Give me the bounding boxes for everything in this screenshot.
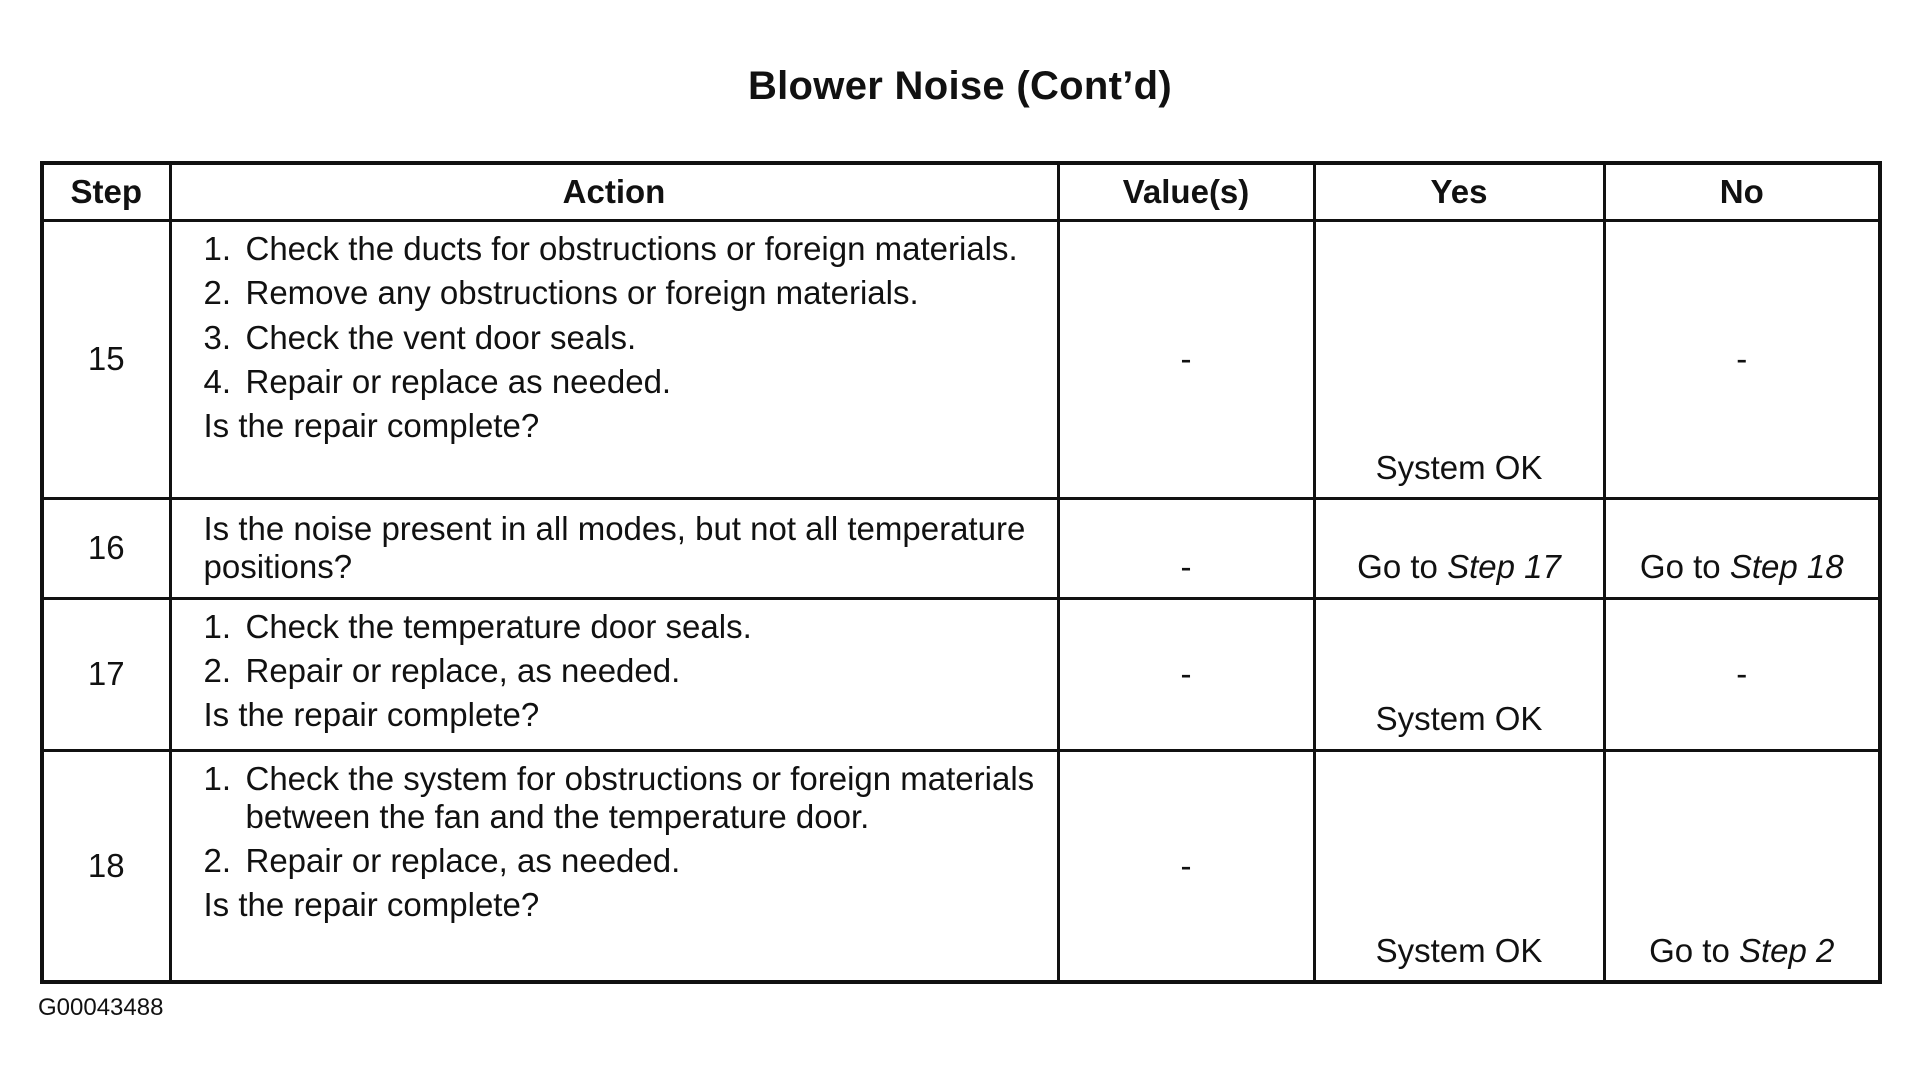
action-item-text: Repair or replace, as needed. [245, 651, 681, 689]
step-17-link[interactable]: Step 17 [1447, 548, 1561, 586]
header-step: Step [42, 163, 170, 221]
action-item [204, 363, 1047, 401]
diagnostic-table [40, 161, 1882, 984]
yes-cell: System OK [1314, 221, 1604, 499]
table-header-row [42, 163, 1880, 221]
table-row-step-17 [42, 598, 1880, 750]
action-question: Is the repair complete? [203, 886, 540, 924]
action-item-text: Check the ducts for obstructions or foreign materials. [245, 230, 1018, 267]
action-item [204, 652, 1047, 690]
action-cell [170, 499, 1058, 599]
action-question: Is the noise present in all modes, but not all temperature positions? [203, 510, 1026, 586]
yes-cell: System OK [1314, 750, 1604, 982]
figure-id: G00043488 [38, 994, 164, 1021]
page-title: Blower Noise (Cont’d) [747, 64, 1173, 108]
value-cell: - [1058, 221, 1314, 499]
action-item-number: 2. [203, 651, 232, 689]
table-row-step-15 [42, 221, 1880, 499]
action-item [204, 319, 1047, 357]
go-to-prefix: Go to [1357, 548, 1448, 586]
action-item [204, 274, 1047, 312]
action-item-text: Repair or replace as needed. [245, 362, 672, 400]
yes-cell: System OK [1314, 598, 1604, 750]
action-item-number: 4. [203, 362, 232, 400]
header-action: Action [170, 163, 1058, 221]
action-cell [170, 221, 1058, 499]
value-cell: - [1058, 598, 1314, 750]
action-question: Is the repair complete? [203, 407, 540, 445]
header-yes: Yes [1314, 163, 1604, 221]
value-cell: - [1058, 750, 1314, 982]
step-number: 17 [42, 598, 170, 750]
table-row-step-16 [42, 499, 1880, 599]
action-item-number: 3. [203, 318, 232, 356]
action-item-number: 2. [203, 274, 232, 312]
header-no: No [1604, 163, 1880, 221]
go-to-prefix: Go to [1639, 548, 1730, 586]
step-number: 15 [42, 221, 170, 499]
value-cell [1058, 499, 1314, 599]
action-item [204, 842, 1047, 880]
no-cell[interactable] [1604, 499, 1880, 599]
step-18-link[interactable]: Step 18 [1729, 548, 1844, 586]
action-item-text: Check the vent door seals. [245, 318, 637, 356]
action-item [204, 760, 1047, 837]
no-cell: - [1604, 221, 1880, 499]
action-item-number: 1. [203, 607, 232, 645]
header-values: Value(s) [1058, 163, 1314, 221]
step-number: 18 [42, 750, 170, 982]
step-number: 16 [42, 499, 170, 599]
diagnostic-table-container [40, 161, 1878, 984]
action-item-text: Repair or replace, as needed. [245, 842, 681, 880]
action-item-number: 1. [203, 230, 232, 267]
value-dash: - [1180, 548, 1192, 586]
no-cell[interactable] [1604, 750, 1880, 982]
step-2-link[interactable]: Step 2 [1738, 931, 1835, 969]
action-question: Is the repair complete? [203, 696, 540, 734]
action-item-number: 2. [203, 842, 232, 880]
action-item-text: Check the system for obstructions or foreign materials between the fan and the temperature door. [245, 759, 1035, 835]
action-cell [170, 750, 1058, 982]
action-cell [170, 598, 1058, 750]
table-row-step-18 [42, 750, 1880, 982]
action-item [204, 608, 1047, 646]
action-item [204, 230, 1047, 268]
action-item-text: Remove any obstructions or foreign materials. [245, 274, 919, 312]
action-item-number: 1. [203, 759, 232, 797]
action-item-text: Check the temperature door seals. [245, 607, 752, 645]
go-to-prefix: Go to [1649, 931, 1739, 969]
no-cell: - [1604, 598, 1880, 750]
yes-cell[interactable] [1314, 499, 1604, 599]
